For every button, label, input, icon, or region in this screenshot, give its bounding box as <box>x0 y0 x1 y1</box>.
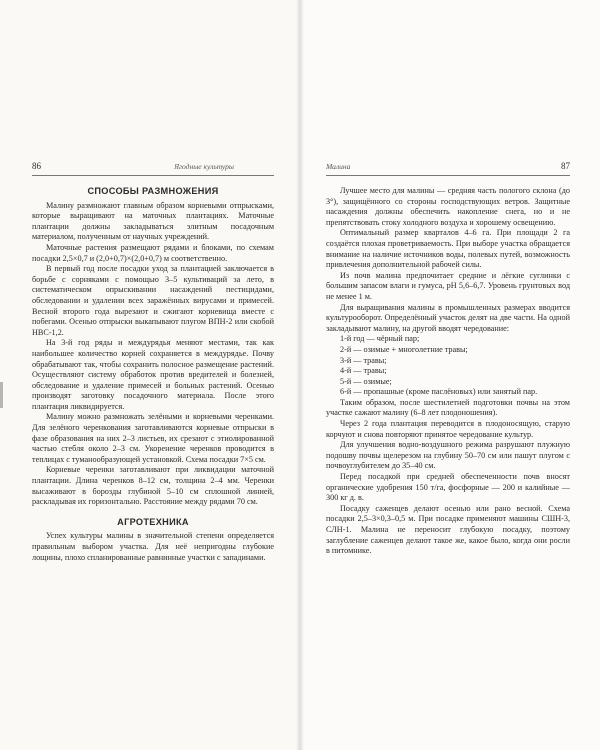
page-edge-mark <box>0 382 3 408</box>
rotation-list-item: 4-й — травы; <box>340 366 387 376</box>
paragraph: Посадку саженцев делают осенью или рано весной. Схема посадки 2,5–3×0,3–0,5 м. При посадке применяют машины СШН-3, СЛН-1. Малина не переносит глубокую посадку, поэтому заглубление саженцев делают такое же, какое было, когда они росли в питомнике. <box>326 503 570 556</box>
left-running-head: Ягодные культуры <box>174 162 234 171</box>
paragraph: Таким образом, после шестилетней подготовки почвы на этом участке сажают малину (6–8 лет плодоношения). <box>326 397 570 418</box>
paragraph: Из почв малина предпочитает средние и лёгкие суглинки с большим запасом влаги и гумуса, pH 5,6–6,7. Уровень грунтовых вод не менее 1 м. <box>326 270 570 301</box>
paragraph: Оптимальный размер кварталов 4–6 га. При площади 2 га создаётся плохая проветриваемость. При выборе участка обращается внимание на наличие источников воды, полевых путей, возможность привлечения дополнительной рабочей силы. <box>326 228 570 270</box>
paragraph: Маточные растения размещают рядами и блоками, по схемам посадки 2,5×0,7 и (2,0+0,7)×(2,0+0,7) м соответственно. <box>32 242 274 263</box>
paragraph: Через 2 года плантация переводится в плодоносящую, старую корчуют и снова повторяют принятое чередование культур. <box>326 419 570 439</box>
rotation-list-item: 6-й — пропашные (кроме паслёновых) или занятый пар. <box>340 387 538 397</box>
right-page-header <box>326 161 570 176</box>
left-page-header <box>32 161 274 176</box>
rotation-list-item: 1-й год — чёрный пар; <box>340 334 420 344</box>
paragraph: Для улучшения водно-воздушного режима разрушают плужную подошву почвы щелерезом на глубину 50–70 см или пашут плугом с почвоуглубителем до 35–40 см. <box>326 440 570 471</box>
paragraph: Для выращивания малины в промышленных размерах вводится культурооборот. Определённый участок делят на две части. На одной закладывают малину, на другой вводят чередование: <box>326 302 570 333</box>
section-title-agrotechnics: АГРОТЕХНИКА <box>117 516 189 527</box>
paragraph: Перед посадкой при средней обеспеченности почв вносят органические удобрения 150 т/га, фосфорные — 200 и калийные — 300 кг д. в. <box>326 472 570 503</box>
right-page <box>300 0 600 750</box>
rotation-list-item: 5-й — озимые; <box>340 376 392 386</box>
left-page-number: 86 <box>32 161 41 171</box>
paragraph: Малину можно размножать зелёными и корневыми черенками. Для зелёного черенкования заготавливаются корневые отпрыски в фазе образования на них 2–3 листьев, их срезают с этиолированной частью стебля около 2–3 см. Укоренение черенков проводится в теплицах с туманообразующей установкой. Схема посадки 7×5 см. <box>32 412 274 464</box>
paragraph: Малину размножают главным образом корневыми отпрысками, которые выращивают на маточных плантациях. Маточные плантации должны закладываться элитным посадочным материалом, полученным от научных учреждений. <box>32 200 274 242</box>
right-running-head: Малина <box>326 162 351 171</box>
section-title-propagation: СПОСОБЫ РАЗМНОЖЕНИЯ <box>87 186 219 196</box>
right-page-number: 87 <box>561 161 570 171</box>
paragraph: Лучшее место для малины — средняя часть пологого склона (до 3°), защищённого со стороны господствующих ветров. Защитные насаждения должны обеспечить накопление снега, но и не препятствовать стоку холодного воздуха и хорошему освещению. <box>326 186 570 227</box>
book-spine <box>296 0 304 750</box>
right-page-content <box>326 186 570 557</box>
paragraph: На 3-й год ряды и междурядья меняют местами, так как наибольшее количество корней сохраняется в междурядье. Почву обрабатывают так, чтобы сохранить полосное размещение растений. Осуществляют систему обработок против вредителей и болезней, обследование и удаление примесей и больных растений. Осенью производят заготовку посадочного материала. После этого плантация ликвидируется. <box>32 338 274 411</box>
rotation-list-item: 3-й — травы; <box>340 355 387 365</box>
left-page-content <box>32 186 274 563</box>
paragraph: Корневые черенки заготавливают при ликвидации маточной плантации. Длина черенков 8–12 см, толщина 2–4 мм. Черенки высаживают в борозды глубиной 5–10 см сплошной линией, раскладывая их горизонтально. Расстояние между рядами 70 см. <box>32 465 274 507</box>
paragraph: Успех культуры малины в значительной степени определяется правильным выбором участка. Для неё непригодны глубокие лощины, плохо спланированные равнинные участки с западинами. <box>32 531 274 562</box>
rotation-list-item: 2-й — озимые + многолетние травы; <box>340 344 468 354</box>
paragraph: В первый год после посадки уход за плантацией заключается в борьбе с сорняками с помощью 3–5 культиваций за лето, в систематическом опрыскивании насаждений пестицидами, обследовании и удалении всех заражённых вирусами и примесей. Весной второго года вырезают и сжигают корневища вместе с побегами. Осенью отпрыски выкапывают плугом ВПН-2 или скобой НВС-1,2. <box>32 264 274 337</box>
